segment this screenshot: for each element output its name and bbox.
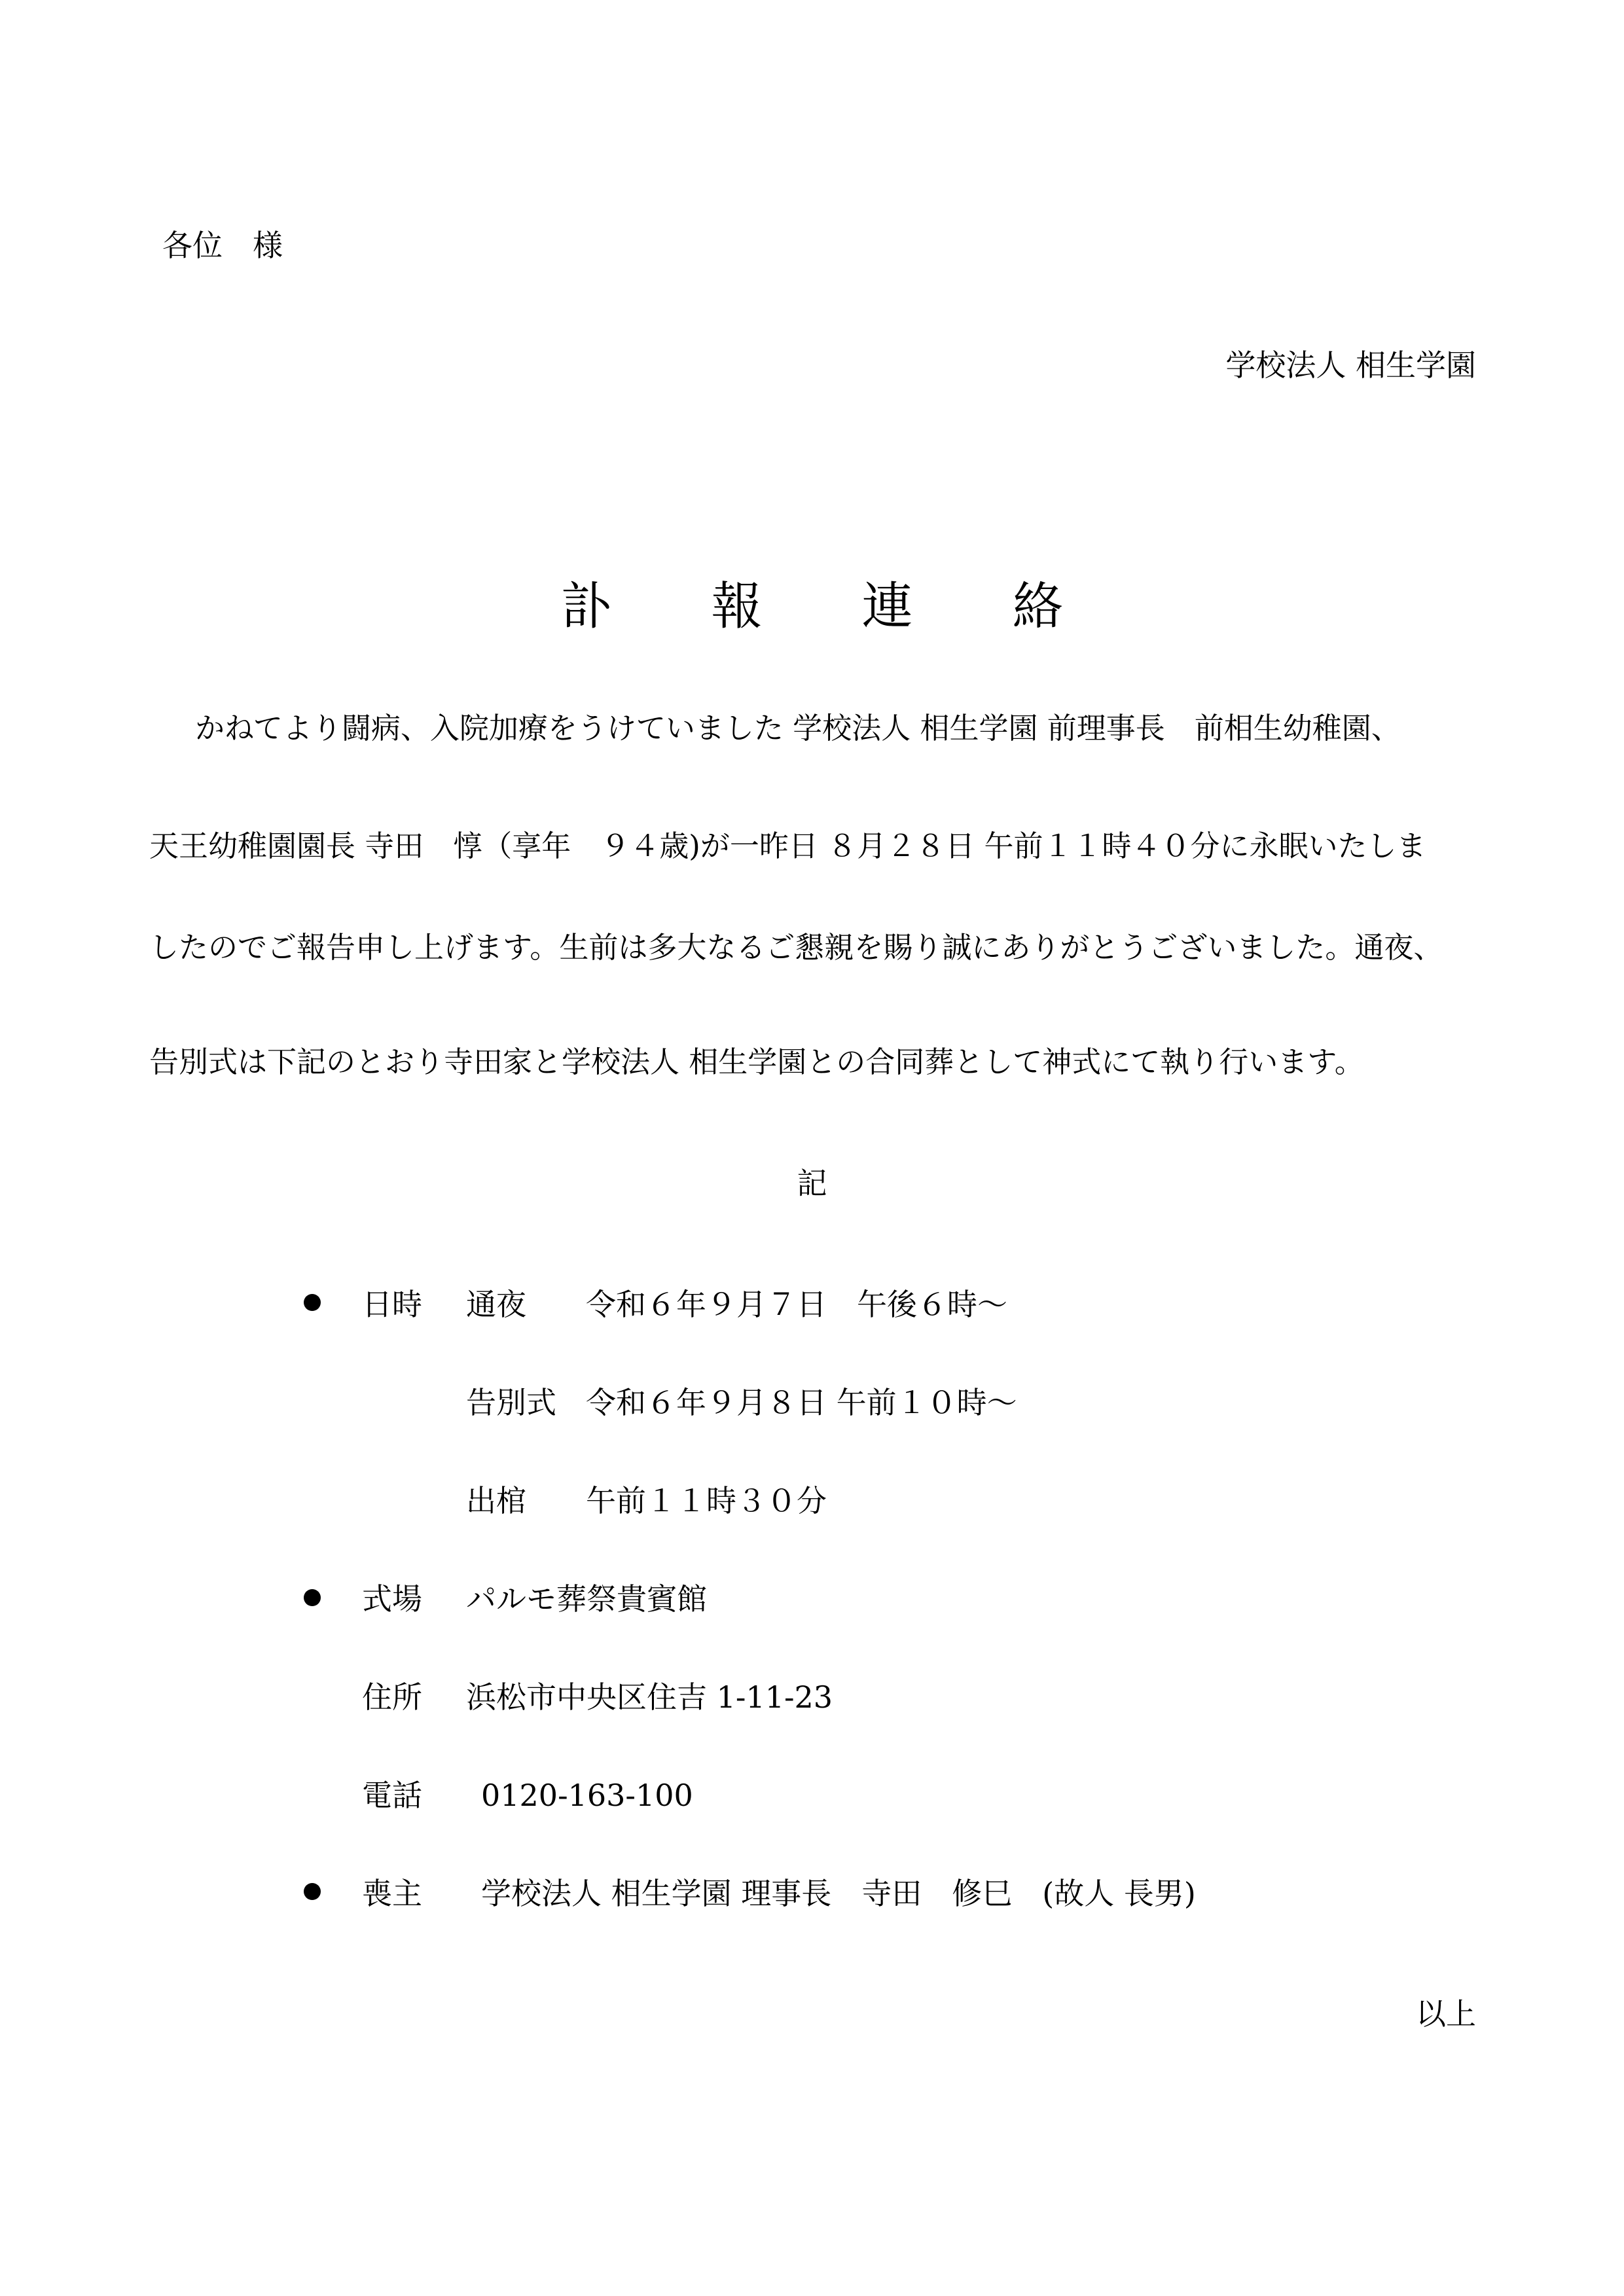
mourner-value: 学校法人 相生学園 理事長 寺田 修巳 (故人 長男): [481, 1876, 1196, 1911]
funeral-value: 令和６年９月８日 午前１０時～: [586, 1385, 1017, 1420]
datetime-label: 日時: [362, 1287, 422, 1322]
closing-ijou: 以上: [1416, 1996, 1476, 2032]
title-char-4: 絡: [1012, 577, 1064, 636]
departure-label: 出棺: [466, 1483, 526, 1518]
ki-heading: 記: [797, 1166, 827, 1201]
bullet-icon: [304, 1589, 321, 1606]
document-title: [0, 577, 1624, 636]
departure-value: 午前１１時３０分: [586, 1483, 827, 1518]
funeral-label: 告別式: [466, 1385, 556, 1420]
venue-value: パルモ葬祭貴賓館: [466, 1581, 707, 1617]
wake-value: 令和６年９月７日 午後６時～: [586, 1287, 1007, 1322]
address-value: 浜松市中央区住吉 1-11-23: [466, 1679, 833, 1715]
title-char-1: 訃: [560, 577, 612, 636]
venue-label: 式場: [362, 1581, 422, 1617]
phone-value: 0120-163-100: [481, 1778, 693, 1813]
salutation: 各位 様: [162, 228, 283, 263]
title-char-3: 連: [861, 577, 913, 636]
bullet-icon: [304, 1883, 321, 1900]
body-paragraph-line-2: 天王幼稚園園長 寺田 惇（享年 ９４歳)が一昨日 ８月２８日 午前１１時４０分に永眠いたしま: [149, 829, 1426, 863]
body-paragraph-line-3: したのでご報告申し上げます。生前は多大なるご懇親を賜り誠にありがとうございました。通夜、: [149, 930, 1443, 965]
wake-label: 通夜: [466, 1287, 526, 1322]
phone-label: 電話: [362, 1778, 422, 1813]
sender-organization: 学校法人 相生学園: [1225, 348, 1476, 383]
body-paragraph-line-1: かねてより闘病、入院加療をうけていました 学校法人 相生学園 前理事長 前相生幼稚園、: [195, 711, 1401, 745]
bullet-icon: [304, 1294, 321, 1311]
title-char-2: 報: [711, 577, 763, 636]
body-paragraph-line-4: 告別式は下記のとおり寺田家と学校法人 相生学園との合同葬として神式にて執り行います。: [149, 1045, 1364, 1079]
mourner-label: 喪主: [362, 1876, 422, 1911]
address-label: 住所: [362, 1679, 422, 1715]
